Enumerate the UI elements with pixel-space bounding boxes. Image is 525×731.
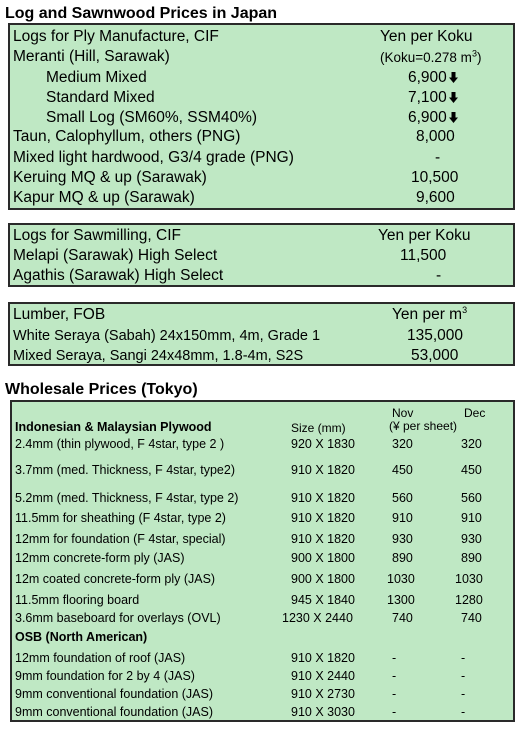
table-row-dec: 910 xyxy=(461,511,482,525)
table-row-size: 900 X 1800 xyxy=(291,572,355,586)
table-row-nov: - xyxy=(392,687,397,701)
table-row-size: 910 X 1820 xyxy=(291,491,355,505)
table-row-nov: 450 xyxy=(392,463,413,477)
ply-row-value: 6,900 xyxy=(408,68,458,88)
table-row-size: 910 X 2440 xyxy=(291,669,355,683)
table-row-label: 9mm conventional foundation (JAS) xyxy=(15,687,214,701)
table-row-size: 900 X 1800 xyxy=(291,551,355,565)
table-row-size: 1230 X 2440 xyxy=(282,611,353,625)
table-row-label: 5.2mm (med. Thickness, F 4star, type 2) xyxy=(15,491,239,505)
down-arrow-icon xyxy=(449,92,458,103)
ply-logs-panel xyxy=(8,23,515,210)
table-row-size: 910 X 1820 xyxy=(291,651,355,665)
table-row-dec: 560 xyxy=(461,491,482,505)
group-indonesian-malaysian: Indonesian & Malaysian Plywood xyxy=(15,420,212,434)
saw-row-label: Melapi (Sarawak) High Select xyxy=(13,247,218,264)
table-row-nov: 740 xyxy=(392,611,413,625)
col-dec: Dec xyxy=(464,406,486,420)
table-row-dec: - xyxy=(461,705,466,719)
koku-conversion-note: (Koku=0.278 $m^3$) xyxy=(380,48,482,65)
table-row-nov: - xyxy=(392,669,397,683)
ply-row-value: 8,000 xyxy=(416,128,455,145)
ply-row-label: Kapur MQ & up (Sarawak) xyxy=(13,189,195,206)
table-row-size: 945 X 1840 xyxy=(291,593,355,607)
table-row-nov: 890 xyxy=(392,551,413,565)
lumber-row-value: 135,000 xyxy=(407,327,464,344)
table-row-size: 910 X 2730 xyxy=(291,687,355,701)
lumber-row-label: White Seraya (Sabah) 24x150mm, 4m, Grade 1 xyxy=(13,328,321,344)
table-row-label: 12mm concrete-form ply (JAS) xyxy=(15,551,185,565)
table-row-dec: 890 xyxy=(461,551,482,565)
table-row-dec: 930 xyxy=(461,532,482,546)
col-size: Size (mm) xyxy=(291,421,346,435)
table-row-label: 12mm for foundation (F 4star, special) xyxy=(15,532,226,546)
table-row-nov: 930 xyxy=(392,532,413,546)
table-row-nov: 1300 xyxy=(387,593,415,607)
table-row-label: 2.4mm (thin plywood, F 4star, type 2 ) xyxy=(15,437,225,451)
col-nov: Nov xyxy=(392,406,414,420)
table-row-dec: 320 xyxy=(461,437,482,451)
ply-row-value: 6,900 xyxy=(408,108,458,128)
saw-header-unit: Yen per Koku xyxy=(378,227,471,244)
down-arrow-icon xyxy=(449,112,458,123)
ply-row-label: Medium Mixed xyxy=(46,69,147,86)
table-row-nov: 910 xyxy=(392,511,413,525)
ply-header-label: Logs for Ply Manufacture, CIF xyxy=(13,28,219,45)
table-row-dec: 1280 xyxy=(455,593,483,607)
wholesale-panel xyxy=(10,400,515,722)
table-row-nov: - xyxy=(392,705,397,719)
table-row-size: 910 X 3030 xyxy=(291,705,355,719)
ply-row-value: 7,100 xyxy=(408,88,458,108)
wholesale-title: Wholesale Prices (Tokyo) xyxy=(5,381,198,398)
down-arrow-icon xyxy=(449,72,458,83)
group-osb-north-american: OSB (North American) xyxy=(15,630,148,644)
table-row-size: 920 X 1830 xyxy=(291,437,355,451)
ply-row-label: Small Log (SM60%, SSM40%) xyxy=(46,109,258,126)
table-row-dec: 1030 xyxy=(455,572,483,586)
ply-header-unit: Yen per Koku xyxy=(380,28,473,45)
ply-row-value: 10,500 xyxy=(411,169,459,186)
col-unit: (¥ per sheet) xyxy=(389,419,458,433)
table-row-label: 12mm foundation of roof (JAS) xyxy=(15,651,186,665)
ply-row-label: Mixed light hardwood, G3/4 grade (PNG) xyxy=(13,149,294,166)
page-title: Log and Sawnwood Prices in Japan xyxy=(5,5,278,22)
table-row-size: 910 X 1820 xyxy=(291,511,355,525)
saw-row-value: 11,500 xyxy=(400,247,447,264)
saw-row-label: Agathis (Sarawak) High Select xyxy=(13,267,224,284)
lumber-row-label: Mixed Seraya, Sangi 24x48mm, 1.8-4m, S2S xyxy=(13,348,304,364)
table-row-nov: 1030 xyxy=(387,572,415,586)
ply-row-value: - xyxy=(435,149,441,166)
ply-row-label: Keruing MQ & up (Sarawak) xyxy=(13,169,207,186)
table-row-nov: - xyxy=(392,651,397,665)
table-row-nov: 320 xyxy=(392,437,413,451)
table-row-size: 910 X 1820 xyxy=(291,532,355,546)
saw-row-value: - xyxy=(436,267,442,284)
table-row-label: 9mm conventional foundation (JAS) xyxy=(15,705,214,719)
saw-header-label: Logs for Sawmilling, CIF xyxy=(13,227,181,244)
table-row-label: 3.6mm baseboard for overlays (OVL) xyxy=(15,611,221,625)
table-row-dec: 740 xyxy=(461,611,482,625)
table-row-nov: 560 xyxy=(392,491,413,505)
ply-subheader-label: Meranti (Hill, Sarawak) xyxy=(13,48,170,65)
table-row-size: 910 X 1820 xyxy=(291,463,355,477)
lumber-header-unit: Yen per $m^3$ xyxy=(392,304,468,323)
ply-row-label: Standard Mixed xyxy=(46,89,155,106)
table-row-dec: - xyxy=(461,687,466,701)
sawmilling-logs-panel xyxy=(8,223,515,287)
ply-row-value: 9,600 xyxy=(416,189,455,206)
table-row-label: 9mm foundation for 2 by 4 (JAS) xyxy=(15,669,195,683)
ply-row-label: Taun, Calophyllum, others (PNG) xyxy=(13,128,241,145)
table-row-dec: - xyxy=(461,651,466,665)
lumber-header-label: Lumber, FOB xyxy=(13,306,106,323)
table-row-dec: 450 xyxy=(461,463,482,477)
lumber-row-value: 53,000 xyxy=(411,347,459,364)
table-row-label: 11.5mm flooring board xyxy=(15,593,140,607)
table-row-label: 3.7mm (med. Thickness, F 4star, type2) xyxy=(15,463,235,477)
table-row-label: 11.5mm for sheathing (F 4star, type 2) xyxy=(15,511,226,525)
lumber-panel xyxy=(8,302,515,366)
table-row-dec: - xyxy=(461,669,466,683)
table-row-label: 12m coated concrete-form ply (JAS) xyxy=(15,572,216,586)
